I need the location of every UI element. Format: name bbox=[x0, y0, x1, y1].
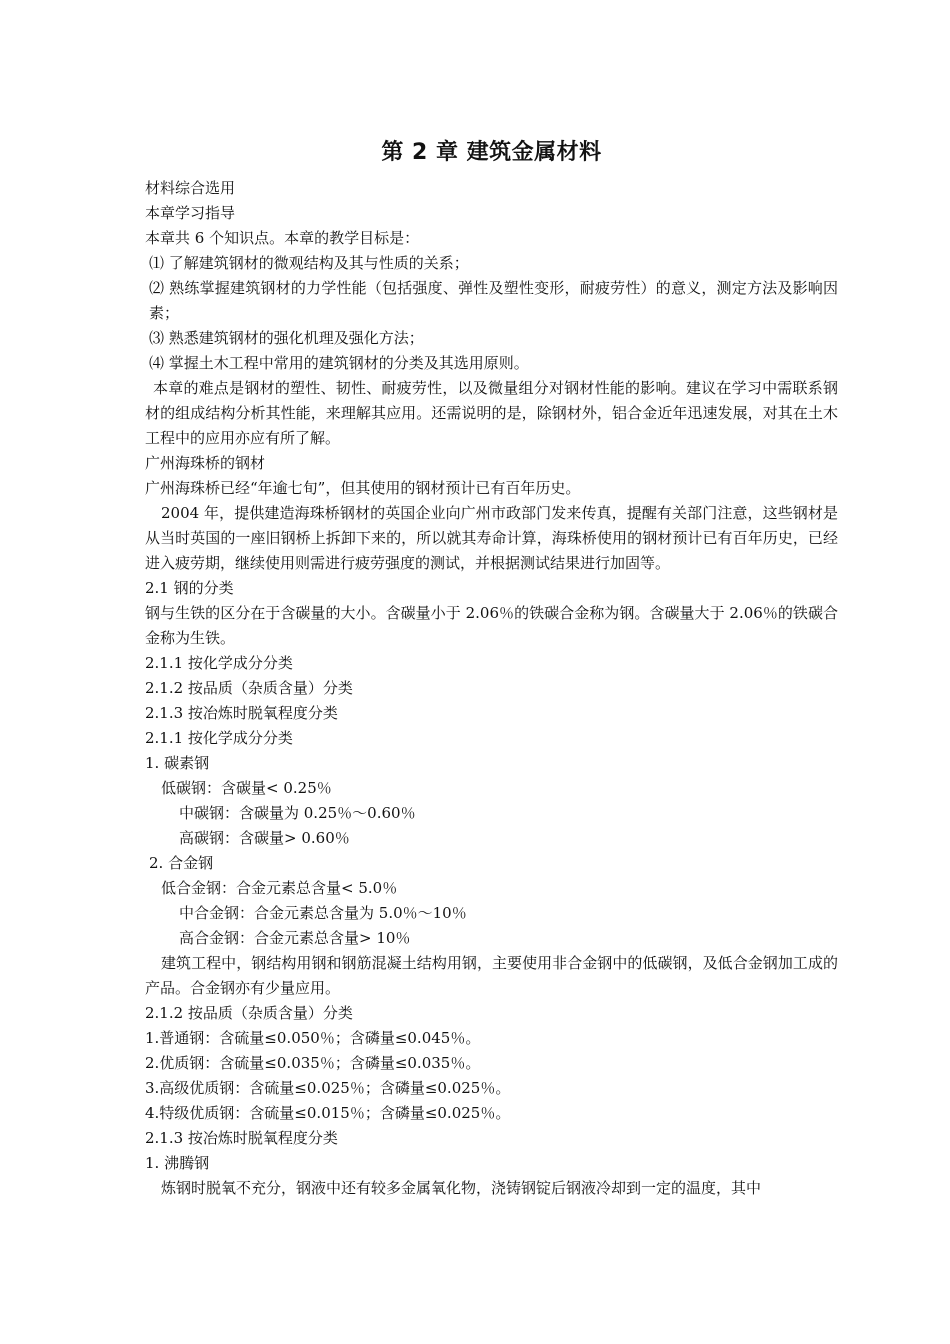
paragraph: 广州海珠桥已经“年逾七旬”，但其使用的钢材预计已有百年历史。 bbox=[145, 479, 581, 497]
list-item: 高合金钢：合金元素总含量> 10％ bbox=[179, 929, 411, 947]
chapter-title: 第 2 章 建筑金属材料 bbox=[381, 140, 602, 165]
objective-item: ⑴ 了解建筑钢材的微观结构及其与性质的关系； bbox=[149, 254, 469, 272]
section-heading: 2.1.3 按冶炼时脱氧程度分类 bbox=[145, 1129, 338, 1147]
list-item: 高碳钢：含碳量> 0.60％ bbox=[179, 829, 350, 847]
paragraph: 建筑工程中，钢结构用钢和钢筋混凝土结构用钢，主要使用非合金钢中的低碳钢，及低合金钢加工成的产品。合金钢亦有少量应用。 bbox=[145, 954, 838, 997]
paragraph: 本章共 6 个知识点。本章的教学目标是： bbox=[145, 229, 420, 247]
section-label: 广州海珠桥的钢材 bbox=[145, 454, 266, 472]
list-heading: 1. 沸腾钢 bbox=[145, 1154, 210, 1172]
document-body bbox=[145, 128, 838, 1201]
section-label: 材料综合选用 bbox=[145, 179, 236, 197]
section-heading: 2.1 钢的分类 bbox=[145, 579, 234, 597]
objective-item: ⑷ 掌握土木工程中常用的建筑钢材的分类及其选用原则。 bbox=[149, 354, 529, 372]
section-label: 本章学习指导 bbox=[145, 204, 236, 222]
list-item: 低合金钢：合金元素总含量< 5.0％ bbox=[161, 879, 398, 897]
list-heading: 2. 合金钢 bbox=[149, 854, 214, 872]
section-heading: 2.1.2 按品质（杂质含量）分类 bbox=[145, 679, 353, 697]
list-heading: 1. 碳素钢 bbox=[145, 754, 210, 772]
section-heading: 2.1.1 按化学成分分类 bbox=[145, 654, 293, 672]
paragraph: 2004 年，提供建造海珠桥钢材的英国企业向广州市政部门发来传真，提醒有关部门注意，这些钢材是从当时英国的一座旧钢桥上拆卸下来的，所以就其寿命计算，海珠桥使用的钢材预计已有百年历史，已经进入疲劳期，继续使用则需进行疲劳强度的测试，并根据测试结果进行加固等。 bbox=[145, 504, 838, 572]
section-heading: 2.1.2 按品质（杂质含量）分类 bbox=[145, 1004, 353, 1022]
list-item: 4.特级优质钢：含硫量≤0.015％；含磷量≤0.025％。 bbox=[145, 1104, 511, 1122]
list-item: 2.优质钢：含硫量≤0.035％；含磷量≤0.035％。 bbox=[145, 1054, 481, 1072]
section-heading: 2.1.1 按化学成分分类 bbox=[145, 729, 293, 747]
paragraph: 本章的难点是钢材的塑性、韧性、耐疲劳性，以及微量组分对钢材性能的影响。建议在学习中需联系钢材的组成结构分析其性能，来理解其应用。还需说明的是，除钢材外，铝合金近年迅速发展，对其在土木工程中的应用亦应有所了解。 bbox=[145, 379, 838, 447]
section-heading: 2.1.3 按冶炼时脱氧程度分类 bbox=[145, 704, 338, 722]
paragraph: 炼钢时脱氧不充分，钢液中还有较多金属氧化物，浇铸钢锭后钢液冷却到一定的温度，其中 bbox=[161, 1179, 762, 1197]
paragraph: 钢与生铁的区分在于含碳量的大小。含碳量小于 2.06％的铁碳合金称为钢。含碳量大于 2.06％的铁碳合金称为生铁。 bbox=[145, 604, 838, 647]
list-item: 中碳钢：含碳量为 0.25％～0.60％ bbox=[179, 804, 416, 822]
list-item: 中合金钢：合金元素总含量为 5.0％～10％ bbox=[179, 904, 467, 922]
list-item: 低碳钢：含碳量< 0.25％ bbox=[161, 779, 332, 797]
objective-item: ⑶ 熟悉建筑钢材的强化机理及强化方法； bbox=[149, 329, 424, 347]
list-item: 3.高级优质钢：含硫量≤0.025％；含磷量≤0.025％。 bbox=[145, 1079, 511, 1097]
objective-item: ⑵ 熟练掌握建筑钢材的力学性能（包括强度、弹性及塑性变形，耐疲劳性）的意义，测定方法及影响因素； bbox=[149, 279, 838, 322]
list-item: 1.普通钢：含硫量≤0.050％；含磷量≤0.045％。 bbox=[145, 1029, 481, 1047]
